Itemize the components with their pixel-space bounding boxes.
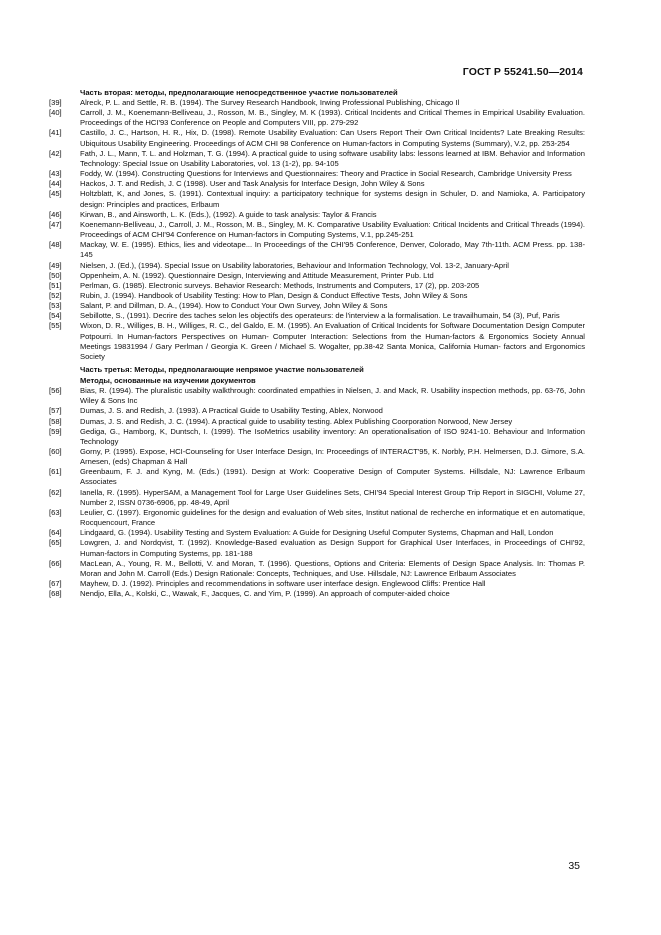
reference-text: Hackos, J. T. and Redish, J. C (1998). User and Task Analysis for Interface Design, John Wiley & Sons (80, 179, 425, 189)
reference-number: [64] (49, 528, 62, 538)
reference-entry (49, 589, 585, 599)
reference-entry (49, 169, 585, 179)
reference-entry (49, 149, 585, 169)
reference-text: Salant, P. and Dillman, D. A., (1994). How to Conduct Your Own Survey, John Wiley & Sons (80, 301, 388, 311)
document-id: ГОСТ Р 55241.50—2014 (462, 66, 583, 78)
reference-number: [68] (49, 589, 62, 599)
reference-number: [48] (49, 240, 62, 250)
reference-text: Greenbaum, F. J. and Kyng, M. (Eds.) (1991). Design at Work: Cooperative Design of Computer Systems. Hillsdale, NJ: Lawrence Erlbaum Associates (80, 467, 585, 487)
reference-number: [62] (49, 487, 62, 497)
reference-number: [47] (49, 219, 62, 229)
page-number: 35 (568, 860, 580, 872)
reference-entry (49, 301, 585, 311)
reference-number: [49] (49, 260, 62, 270)
reference-text: Kirwan, B., and Ainsworth, L. K. (Eds.), (1992). A guide to task analysis: Taylor & Francis (80, 209, 377, 219)
reference-entry (49, 189, 585, 209)
reference-entry (49, 447, 585, 467)
reference-entry (49, 271, 585, 281)
reference-entry (49, 417, 585, 427)
reference-text: Alreck, P. L. and Settle, R. B. (1994). The Survey Research Handbook, Irwing Professional Publishing, Chicago Il (80, 98, 460, 107)
reference-text: Lowgren, J. and Nordqvist, T. (1992). Knowledge-Based evaluation as Design Support for Graphical User Interfaces, in Proceedings of CHI'92, Human-factors in Computing Systems, pp. 181-188 (80, 538, 585, 558)
reference-entry (49, 281, 585, 291)
reference-entry (49, 210, 585, 220)
reference-number: [51] (49, 280, 62, 290)
reference-number: [43] (49, 169, 62, 179)
reference-number: [53] (49, 301, 62, 311)
reference-text: Nendjo, Ella, A., Kolski, C., Wawak, F., Jacques, C. and Yim, P. (1999). An approach of computer-aided choice (80, 589, 450, 599)
reference-entry (49, 467, 585, 487)
reference-entry (49, 559, 585, 579)
reference-text: Mackay, W. E. (1995). Ethics, lies and videotape... In Proceedings of the CHI'95 Conference, Denver, Colorado, May 7th-11th. ACM Press. pp. 138-145 (80, 240, 585, 260)
reference-number: [42] (49, 148, 62, 158)
reference-text: Carroll, J. M., Koenemann-Belliveau, J., Rosson, M. B., Singley, M. K (1993). Critical Incidents and Critical Themes in Empirical Usability Evaluation. Proceedings of the HCI'93 Conference on People and Computers VIII, pp. 279-292 (80, 108, 585, 128)
reference-entry (49, 538, 585, 558)
reference-number: [66] (49, 558, 62, 568)
reference-number: [54] (49, 311, 62, 321)
reference-text: Foddy, W. (1994). Constructing Questions for Interviews and Questionnaires: Theory and Practice in Social Research, Cambridge University Press (80, 169, 572, 179)
reference-entry (49, 406, 585, 416)
reference-entry (49, 528, 585, 538)
reference-entry (49, 311, 585, 321)
reference-entry (49, 579, 585, 589)
reference-text: Dumas, J. S. and Redish, J. (1993). A Practical Guide to Usability Testing, Ablex, Norwood (80, 406, 383, 416)
reference-text: Bias, R. (1994). The pluralistic usabilty walkthrough: coordinated empathies in Nielsen, J. and Mack, R. Usability inspection methods, pp. 63-76, John Wiley & Sons Inc (80, 386, 585, 406)
reference-entry (49, 488, 585, 508)
reference-entry (49, 108, 585, 128)
reference-entry (49, 386, 585, 406)
reference-entry (49, 179, 585, 189)
reference-text: Koenemann-Belliveau, J., Carroll, J. M., Rosson, M. B., Singley, M. K. Comparative Usability Evaluation: Critical Incidents and Critical Threads (1994). Proceedings of ACM CHI'94 Conference on Human-factors in Computing Systems, V.1, pp.245-251 (80, 219, 585, 240)
reference-number: [40] (49, 108, 62, 118)
reference-text: Oppenheim, A. N. (1992). Questionnaire Design, Interviewing and Attitude Measurement, Printer Pub. Ltd (80, 270, 434, 280)
reference-text: Fath, J. L., Mann, T. L. and Holzman, T. G. (1994). A practical guide to using software usability labs: lessons learned at IBM. Behavior and Information Technology: Special Issue on Usability Laboratories, vol. 13 (1-2), pp. 94-105 (80, 148, 585, 168)
reference-text: Gorny, P. (1995). Expose, HCI-Counseling for User Interface Design, In: Proceedings of INTERACT'95, K. Norbly, P.H. Helmersen, D.J. Gimore, S.A. Arnesen, (eds) Chapman & Hall (80, 447, 585, 467)
reference-text: Rubin, J. (1994). Handbook of Usability Testing: How to Plan, Design & Conduct Effective Tests, John Wiley & Sons (80, 290, 468, 300)
reference-number: [59] (49, 426, 62, 436)
reference-text: Mayhew, D. J. (1992). Principles and recommendations in software user interface design. Englewood Cliffs: Prentice Hall (80, 579, 486, 589)
reference-text: Castillo, J. C., Hartson, H. R., Hix, D. (1998). Remote Usability Evaluation: Can Users Report Their Own Critical Incidents? Late Breaking Results: Ubiquitous Usability Engineering. Proceedings of ACM CHI 98 Conference on Human-factors in Computing Systems (Summary), V.2, pp. 253-254 (80, 128, 585, 148)
reference-text: Holtzblatt, K, and Jones, S. (1991). Contextual inquiry: a participatory technique for systems design in Schuler, D. and Namioka, A. Participatory design: Principles and practices, Erlbaum (80, 189, 585, 209)
reference-text: Dumas, J. S. and Redish, J. C. (1994). A practical guide to usability testing. Ablex Publishing Coorporation Norwood, New Jersey (80, 416, 513, 426)
reference-text: Leulier, C. (1997). Ergonomic guidelines for the design and evaluation of Web sites, Institut national de recherche en informatique et en automatique, Rocquencourt, France (80, 507, 585, 528)
reference-number: [44] (49, 179, 62, 189)
reference-entry (49, 321, 585, 362)
reference-number: [46] (49, 209, 62, 219)
reference-number: [57] (49, 406, 62, 416)
reference-number: [55] (49, 321, 62, 331)
reference-number: [45] (49, 189, 62, 199)
reference-number: [50] (49, 270, 62, 280)
reference-entry (49, 261, 585, 271)
reference-text: Nielsen, J. (Ed.), (1994). Special Issue on Usability laboratories, Behaviour and Information Technology, Vol. 13-2, January-April (80, 260, 509, 270)
reference-number: [52] (49, 290, 62, 300)
reference-text: Lindgaard, G. (1994). Usability Testing and System Evaluation: A Guide for Designing Useful Computer Systems, Chapman and Hall, London (80, 528, 554, 538)
reference-text: Wixon, D. R., Williges, B. H., Williges, R. C., del Galdo, E. M. (1995). An Evaluation of Critical Incidents for Software Documentation Design Computer Potpourri. In Human-factors Perspectives on Human- Computer Interaction: Selections from the Human-factors & Ergonomics Society Annual Meetings 19831994 / Gary Perlman / Georgia K. Green / Michael S. Wogalter, pp.38-42 Santa Monica, California Human- factors and Ergonomics Society (80, 321, 585, 361)
reference-entry (49, 220, 585, 240)
section-title: Часть третья: Методы, предполагающие непрямое участие пользователей (80, 365, 364, 375)
reference-text: Ianella, R. (1995). HyperSAM, a Management Tool for Large User Guidelines Sets, CHI'94 Special Interest Group Trip Report in SIGCHI, Volume 27, Number 2, ISSN 0736-6906, pp. 48-49, April (80, 487, 585, 507)
reference-entry (49, 508, 585, 528)
reference-number: [56] (49, 386, 62, 396)
reference-number: [67] (49, 579, 62, 589)
bibliography (49, 87, 585, 599)
reference-number: [41] (49, 128, 62, 138)
reference-text: MacLean, A., Young, R. M., Bellotti, V. and Moran, T. (1996). Questions, Options and Criteria: Elements of Design Space Analysis. In: Thomas P. Moran and John M. Carroll (Eds.) Design Rationale: Concepts, Techniques, and Use. Hillsdale, NJ: Lawrence Erlbaum Associates (80, 558, 585, 578)
reference-entry (49, 291, 585, 301)
reference-text: Perlman, G. (1985). Electronic surveys. Behavior Research: Methods, Instruments and Computers, 17 (2), pp. 203-205 (80, 280, 480, 290)
reference-number: [63] (49, 507, 62, 517)
reference-text: Sebillotte, S., (1991). Decrire des taches selon les objectifs des operateurs: de l'interview a la formalisation. Le travailhumain, 54 (3), Puf, Paris (80, 311, 560, 321)
reference-entry (49, 98, 585, 108)
reference-number: [58] (49, 416, 62, 426)
reference-entry (49, 240, 585, 260)
reference-number: [60] (49, 447, 62, 456)
reference-entry (49, 128, 585, 148)
reference-number: [65] (49, 538, 62, 548)
section-title: Методы, основанные на изучении документов (80, 376, 256, 386)
reference-number: [61] (49, 467, 62, 477)
reference-number: [39] (49, 98, 62, 107)
section-title: Часть вторая: методы, предполагающие непосредственное участие пользователей (80, 88, 398, 97)
reference-text: Gediga, G., Hamborg, K, Duntsch, I. (1999). The IsoMetrics usability inventory: An operationalisation of ISO 9241-10. Behaviour and Information Technology (80, 426, 585, 446)
reference-entry (49, 427, 585, 447)
